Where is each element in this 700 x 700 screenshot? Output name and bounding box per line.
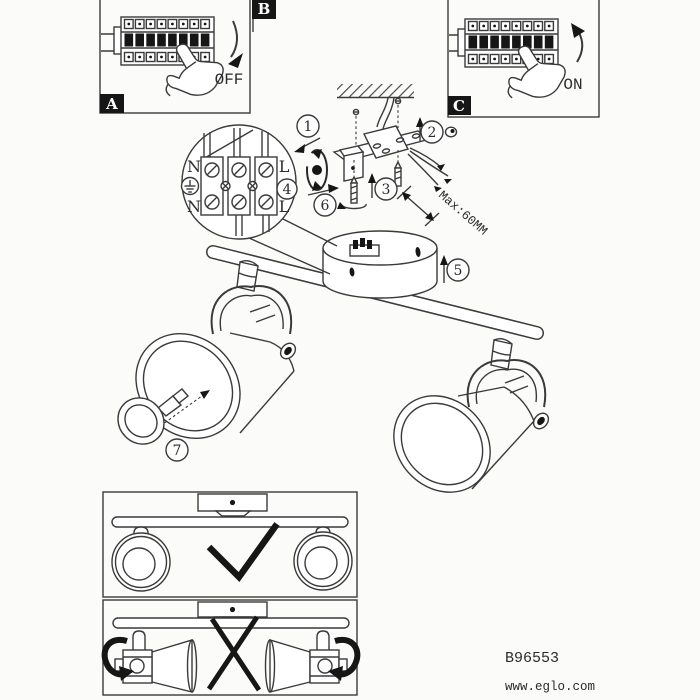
step-6-number: 6 xyxy=(320,198,330,214)
section-b-label: B xyxy=(257,0,271,18)
panel-a-breaker-off xyxy=(100,0,250,113)
wrong-right-lamp xyxy=(266,631,358,692)
right-spotlight xyxy=(374,339,551,512)
on-arrow-icon xyxy=(571,23,585,62)
adjust-knob-icon xyxy=(278,340,299,361)
breaker-on-caption: ON xyxy=(563,76,583,94)
max-cable-dimension-label: Max:60MM xyxy=(435,188,490,239)
orientation-incorrect-box xyxy=(103,600,357,695)
adjust-knob-icon xyxy=(531,410,552,431)
screw-head-icon xyxy=(446,127,457,137)
section-c-label: C xyxy=(453,97,465,115)
step-3-number: 3 xyxy=(381,182,391,198)
terminal-label-l-top: L xyxy=(278,157,290,176)
breaker-off-caption: OFF xyxy=(214,71,244,89)
mounting-bracket xyxy=(334,98,452,226)
terminal-label-n-top: N xyxy=(187,157,201,176)
left-spotlight xyxy=(109,261,299,461)
website-url: www.eglo.com xyxy=(505,680,596,694)
wiring-detail-circle xyxy=(182,125,297,239)
step-7-marker xyxy=(166,439,188,461)
step-3-marker xyxy=(368,173,397,200)
step-7-number: 7 xyxy=(172,443,182,459)
section-a-label: A xyxy=(106,95,118,113)
off-arrow-icon xyxy=(228,21,243,68)
terminal-label-l-bottom: L xyxy=(278,197,290,216)
orientation-correct-box xyxy=(103,492,357,597)
panel-c-breaker-on xyxy=(448,0,599,117)
step-4-number: 4 xyxy=(282,182,292,198)
product-code: B96553 xyxy=(505,650,560,667)
wrong-left-lamp xyxy=(105,631,197,692)
ceiling-hatch xyxy=(337,84,414,98)
rotation-arrow-icon xyxy=(307,149,327,191)
checkmark-icon xyxy=(209,524,277,577)
detail-leader-top xyxy=(283,219,337,246)
ceiling-canopy xyxy=(323,231,437,298)
terminal-label-n-bottom: N xyxy=(187,197,201,216)
mains-wires xyxy=(408,148,452,192)
step-1-number: 1 xyxy=(303,119,313,135)
step-5-marker xyxy=(440,255,469,283)
step-2-number: 2 xyxy=(427,125,437,141)
max-depth-dimension xyxy=(397,186,439,226)
step-5-number: 5 xyxy=(453,263,463,279)
step-4-marker xyxy=(277,179,297,199)
step-1-marker xyxy=(294,115,320,153)
earth-ground-icon xyxy=(182,178,199,195)
